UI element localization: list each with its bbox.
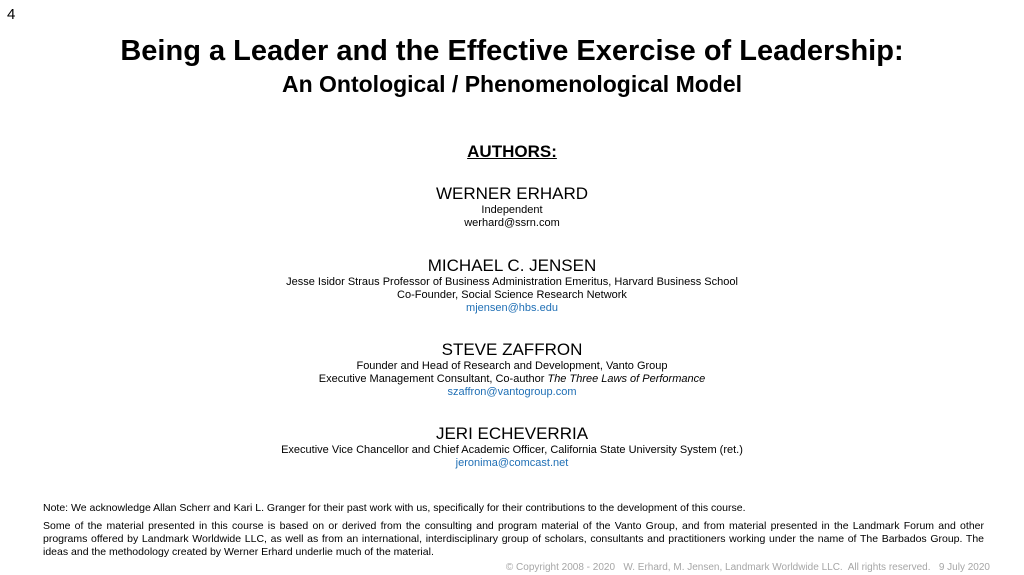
author-affiliation: Independent (481, 204, 543, 216)
author-affiliation: Founder and Head of Research and Development, Vanto Group (356, 360, 668, 372)
author-affiliation-prefix: Executive Management Consultant, Co-author (318, 373, 548, 385)
author-block-zaffron (0, 340, 1024, 399)
page-number: 4 (7, 6, 16, 23)
author-name: STEVE ZAFFRON (441, 340, 583, 359)
page-subtitle: An Ontological / Phenomenological Model (281, 71, 743, 97)
author-email[interactable]: werhard@ssrn.com (464, 217, 560, 229)
source-material-paragraph: Some of the material presented in this course is based on or derived from the consulting and program material of the Vanto Group, and from material presented in the Landmark Forum and other programs offered by Landmark Worldwide LLC, as well as from an international, interdisciplinary group of scholars, consultants and practitioners working under the name of The Barbados Group. The ideas and the methodology created by Werner Erhard underlie much of the material. (43, 520, 984, 558)
author-name: JERI ECHEVERRIA (435, 424, 589, 443)
copyright-footer: © Copyright 2008 - 2020 W. Erhard, M. Jensen, Landmark Worldwide LLC. All rights reserved. 9 July 2020 (505, 562, 990, 573)
author-email-link[interactable]: mjensen@hbs.edu (466, 302, 558, 314)
author-affiliation: Executive Vice Chancellor and Chief Academic Officer, California State University System (ret.) (281, 444, 743, 456)
author-block-echeverria (0, 424, 1024, 470)
author-name: WERNER ERHARD (435, 184, 589, 203)
page-title: Being a Leader and the Effective Exercise of Leadership: (120, 35, 904, 67)
authors-heading: AUTHORS: (467, 142, 557, 161)
author-affiliation (0, 373, 1024, 386)
author-affiliation: Co-Founder, Social Science Research Network (397, 289, 627, 301)
author-email-link[interactable]: jeronima@comcast.net (455, 457, 569, 469)
acknowledgement-note: Note: We acknowledge Allan Scherr and Kari L. Granger for their past work with us, specifically for their contributions to the development of this course. (43, 502, 746, 514)
author-name: MICHAEL C. JENSEN (427, 256, 597, 275)
author-block-jensen (0, 256, 1024, 315)
author-email-link[interactable]: szaffron@vantogroup.com (447, 386, 577, 398)
book-title: The Three Laws of Performance (547, 373, 706, 385)
author-affiliation: Jesse Isidor Straus Professor of Business Administration Emeritus, Harvard Business School (286, 276, 738, 288)
author-block-erhard (0, 184, 1024, 230)
